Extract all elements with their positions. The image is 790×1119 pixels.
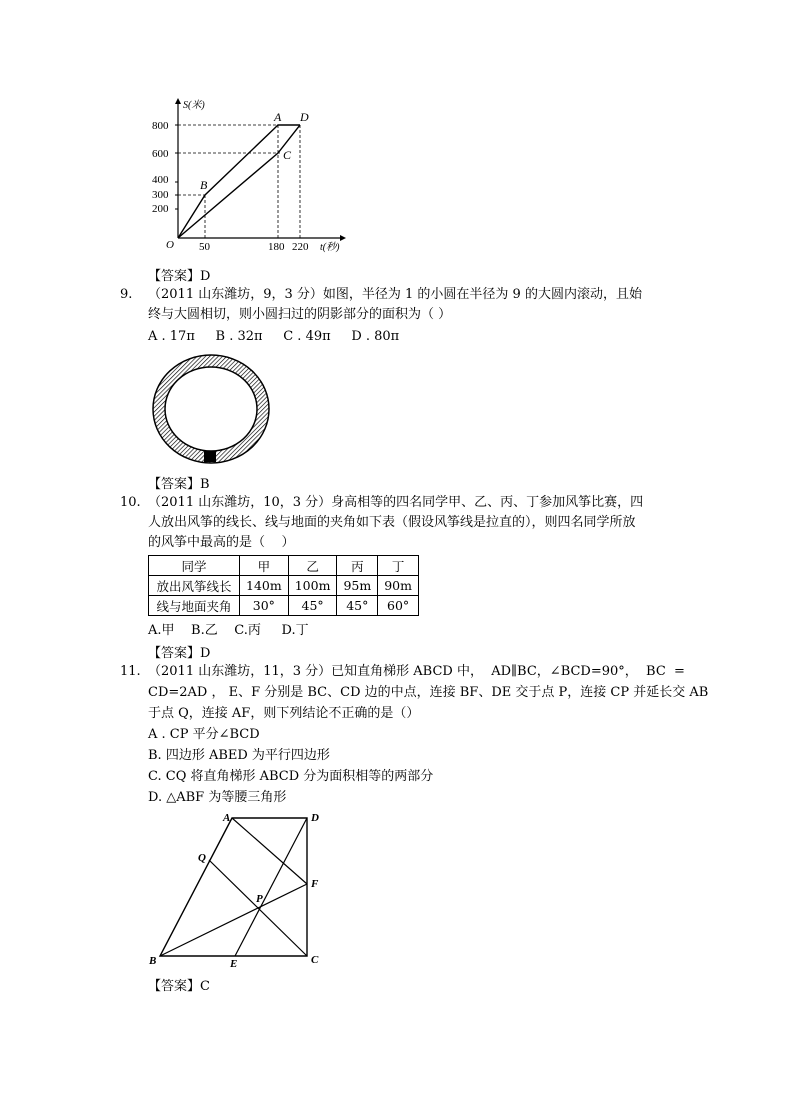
table-cell: 100m bbox=[288, 576, 337, 596]
question-9-line2: 终与大圆相切，则小圆扫过的阴影部分的面积为（ ） bbox=[148, 307, 452, 322]
vertex-label: Q bbox=[198, 852, 206, 864]
question-10-line3: 的风筝中最高的是（ ） bbox=[148, 535, 295, 550]
point-label: B bbox=[200, 178, 208, 192]
question-11-option-a: A . CP 平分∠BCD bbox=[148, 727, 260, 742]
x-tick-label: 50 bbox=[199, 241, 210, 253]
table-cell: 30° bbox=[240, 596, 289, 616]
answer-8: 【答案】D bbox=[148, 269, 211, 284]
table-cell: 90m bbox=[378, 576, 419, 596]
question-9-line1: （2011 山东潍坊，9，3 分）如图，半径为 1 的小圆在半径为 9 的大圆内滚动，且始 bbox=[148, 287, 642, 302]
table-cell: 乙 bbox=[288, 556, 337, 576]
vertex-label: E bbox=[230, 958, 238, 970]
table-cell: 同学 bbox=[149, 556, 240, 576]
table-row bbox=[149, 596, 419, 616]
vertex-label: P bbox=[256, 893, 263, 905]
vertex-label: C bbox=[311, 954, 319, 966]
answer-9: 【答案】B bbox=[148, 477, 210, 492]
y-tick-label: 200 bbox=[152, 203, 169, 215]
y-tick-label: 300 bbox=[152, 189, 169, 201]
question-11-option-c: C. CQ 将直角梯形 ABCD 分为面积相等的两部分 bbox=[148, 769, 434, 784]
table-cell: 60° bbox=[378, 596, 419, 616]
y-tick-label: 400 bbox=[152, 174, 169, 186]
x-axis-label: t(秒) bbox=[320, 242, 340, 253]
question-9-options: A . 17π B . 32π C . 49π D . 80π bbox=[148, 329, 400, 344]
question-10-line1: （2011 山东潍坊，10，3 分）身高相等的四名同学甲、乙、丙、丁参加风筝比赛，四 bbox=[148, 495, 644, 510]
question-number-11: 11. bbox=[120, 664, 141, 679]
kite-table bbox=[148, 555, 419, 616]
table-cell: 甲 bbox=[240, 556, 289, 576]
question-10-options: A.甲 B.乙 C.丙 D.丁 bbox=[148, 623, 309, 638]
question-11-line2: CD=2AD ， E、F 分别是 BC、CD 边的中点，连接 BF、DE 交于点 P，连接 CP 并延长交 AB bbox=[148, 685, 709, 700]
table-cell: 45° bbox=[337, 596, 378, 616]
table-cell: 线与地面夹角 bbox=[149, 596, 240, 616]
x-tick-label: 180 bbox=[268, 241, 285, 253]
x-tick-label: 220 bbox=[292, 241, 309, 253]
rolling-circle-figure bbox=[150, 352, 272, 466]
point-label: C bbox=[283, 148, 292, 162]
table-row bbox=[149, 576, 419, 596]
table-cell: 丁 bbox=[378, 556, 419, 576]
question-10-line2: 人放出风筝的线长、线与地面的夹角如下表（假设风筝线是拉直的），则四名同学所放 bbox=[148, 515, 636, 530]
trapezoid-figure bbox=[145, 808, 330, 970]
table-cell: 45° bbox=[288, 596, 337, 616]
question-11-line3: 于点 Q，连接 AF，则下列结论不正确的是（） bbox=[148, 706, 420, 721]
y-tick-label: 800 bbox=[152, 120, 169, 132]
question-11-option-b: B. 四边形 ABED 为平行四边形 bbox=[148, 748, 330, 763]
question-11-line1: （2011 山东潍坊，11，3 分）已知直角梯形 ABCD 中， AD∥BC，∠BCD=90°， BC = bbox=[148, 664, 685, 679]
y-axis-label: S(米) bbox=[183, 100, 205, 111]
question-11-option-d: D. △ABF 为等腰三角形 bbox=[148, 790, 287, 805]
vertex-label: D bbox=[311, 812, 319, 824]
vertex-label: F bbox=[311, 878, 319, 890]
question-number-10: 10. bbox=[120, 495, 141, 510]
table-cell: 丙 bbox=[337, 556, 378, 576]
table-header-row bbox=[149, 556, 419, 576]
answer-10: 【答案】D bbox=[148, 646, 211, 661]
table-cell: 140m bbox=[240, 576, 289, 596]
table-cell: 95m bbox=[337, 576, 378, 596]
point-label: A bbox=[274, 110, 282, 124]
point-label: D bbox=[300, 110, 309, 124]
y-tick-label: 600 bbox=[152, 148, 169, 160]
distance-time-graph bbox=[150, 96, 360, 258]
answer-11: 【答案】C bbox=[148, 979, 210, 994]
origin-label: O bbox=[166, 239, 174, 251]
vertex-label: A bbox=[223, 812, 231, 824]
table-cell: 放出风筝线长 bbox=[149, 576, 240, 596]
question-number-9: 9. bbox=[120, 287, 133, 302]
vertex-label: B bbox=[149, 955, 157, 967]
